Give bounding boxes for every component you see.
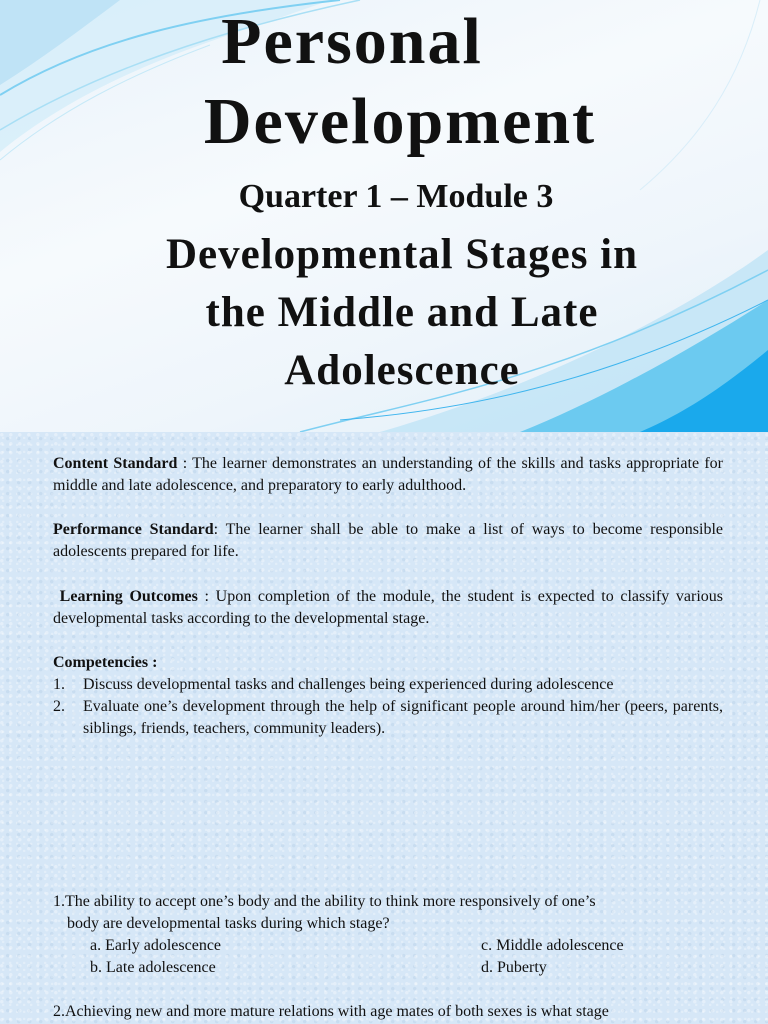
competency-text: Discuss developmental tasks and challenges being experienced during adolescence <box>83 676 614 693</box>
quiz-question-1 <box>53 891 723 935</box>
competency-item <box>53 674 723 696</box>
competency-number: 1. <box>53 676 65 693</box>
module-content-page <box>0 432 768 1024</box>
learning-outcomes-label: Learning Outcomes <box>59 588 198 605</box>
subtitle-line: Adolescence <box>284 347 520 394</box>
learning-outcomes-text: : Upon completion of the module, the student is expected to classify various developmental tasks according to the developmental stage. <box>53 588 724 627</box>
quiz-question-2: 2.Achieving new and more mature relations with age mates of both sexes is what stage <box>53 1003 609 1020</box>
question-1-text: 1.The ability to accept one’s body and the ability to think more responsively of one’s <box>53 893 596 910</box>
answer-option-b: b. Late adolescence <box>90 959 216 976</box>
module-subtitle <box>18 226 768 400</box>
title-line-2: Development <box>203 85 597 158</box>
performance-standard <box>53 519 723 563</box>
performance-standard-text: : The learner shall be able to make a list of ways to become responsible adolescents prepared for life. <box>53 521 723 560</box>
subtitle-line: Developmental Stages in <box>165 231 639 278</box>
subtitle-line: the Middle and Late <box>205 289 599 336</box>
content-standard <box>53 453 723 497</box>
performance-standard-label: Performance Standard <box>53 521 214 538</box>
answer-option-c: c. Middle adolescence <box>481 937 624 954</box>
competencies-heading: Competencies : <box>53 654 158 671</box>
answer-option-d: d. Puberty <box>481 959 547 976</box>
competency-text: Evaluate one’s development through the help of significant people around him/her (peers, parents, siblings, friends, teachers, community leaders). <box>83 698 723 737</box>
competency-number: 2. <box>53 698 65 715</box>
title-line-1: Personal <box>221 5 483 78</box>
question-1-text-continued: body are developmental tasks during which stage? <box>67 915 390 932</box>
content-standard-label: Content Standard <box>53 455 178 472</box>
learning-outcomes <box>53 586 723 630</box>
competency-item <box>53 696 723 740</box>
answer-option-a: a. Early adolescence <box>90 937 222 954</box>
quarter-module-label: Quarter 1 – Module 3 <box>238 178 554 215</box>
cover-slide <box>0 0 768 432</box>
content-standard-text: : The learner demonstrates an understanding of the skills and tasks appropriate for middle and late adolescence, and preparatory to early adulthood. <box>53 455 723 494</box>
